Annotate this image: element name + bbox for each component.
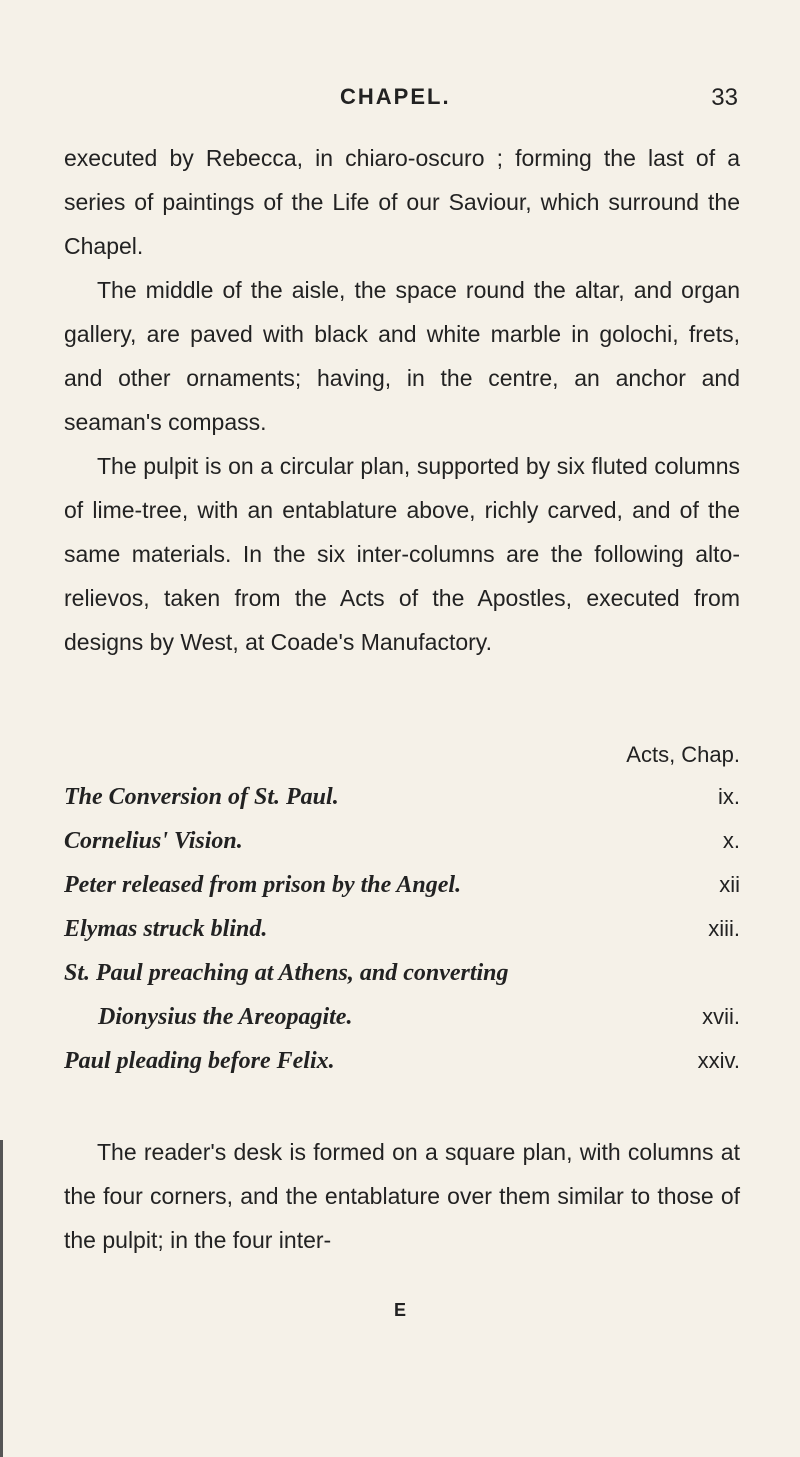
- paragraph: executed by Rebecca, in chiaro-oscuro ; forming the last of a series of paintings of the Life of our Saviour, which surround the Chapel.: [64, 145, 740, 259]
- relievo-chapter: x.: [722, 828, 740, 853]
- relievo-title: St. Paul preaching at Athens, and converting: [64, 960, 509, 986]
- relievo-item: [64, 916, 740, 960]
- relievo-item: [64, 784, 740, 828]
- relievo-item: [64, 960, 740, 1004]
- relievo-item: [64, 1004, 740, 1048]
- relievo-title: The Conversion of St. Paul.: [64, 784, 339, 810]
- relievo-item: [64, 1048, 740, 1092]
- acts-chapter-header: Acts, Chap.: [626, 742, 740, 767]
- relievo-chapter: xiii.: [708, 916, 740, 941]
- relievo-title: Paul pleading before Felix.: [64, 1048, 335, 1074]
- relievo-chapter: xvii.: [702, 1004, 740, 1029]
- page-gutter-edge: [0, 1140, 3, 1457]
- relievo-title: Peter released from prison by the Angel.: [64, 872, 462, 898]
- relievo-title: Cornelius' Vision.: [64, 828, 243, 854]
- relievo-title: Elymas struck blind.: [64, 916, 268, 942]
- relievo-item: [64, 872, 740, 916]
- relievo-chapter: xii: [719, 872, 740, 897]
- page-number: 33: [711, 84, 738, 111]
- relievo-list: [64, 784, 740, 1092]
- relievo-chapter: ix.: [718, 784, 740, 809]
- running-head-title: CHAPEL.: [340, 84, 451, 109]
- signature-mark: E: [393, 1300, 406, 1320]
- body-text-top: [64, 136, 740, 664]
- paragraph: The pulpit is on a circular plan, supported by six fluted columns of lime-tree, with an entablature above, richly carved, and of the same materials. In the six inter-columns are the following alto-relievos, taken from the Acts of the Apostles, executed from designs by West, at Coade's Manufactory.: [64, 453, 740, 655]
- paragraph: The middle of the aisle, the space round the altar, and organ gallery, are paved with black and white marble in golochi, frets, and other ornaments; having, in the centre, an anchor and seaman's compass.: [64, 277, 740, 435]
- paragraph: The reader's desk is formed on a square plan, with columns at the four corners, and the entablature over them similar to those of the pulpit; in the four inter-: [64, 1139, 740, 1253]
- relievo-item: [64, 828, 740, 872]
- relievo-title: Dionysius the Areopagite.: [98, 1004, 353, 1030]
- running-head: [0, 84, 800, 114]
- body-text-bottom: [64, 1130, 740, 1262]
- relievo-chapter: xxiv.: [697, 1048, 740, 1073]
